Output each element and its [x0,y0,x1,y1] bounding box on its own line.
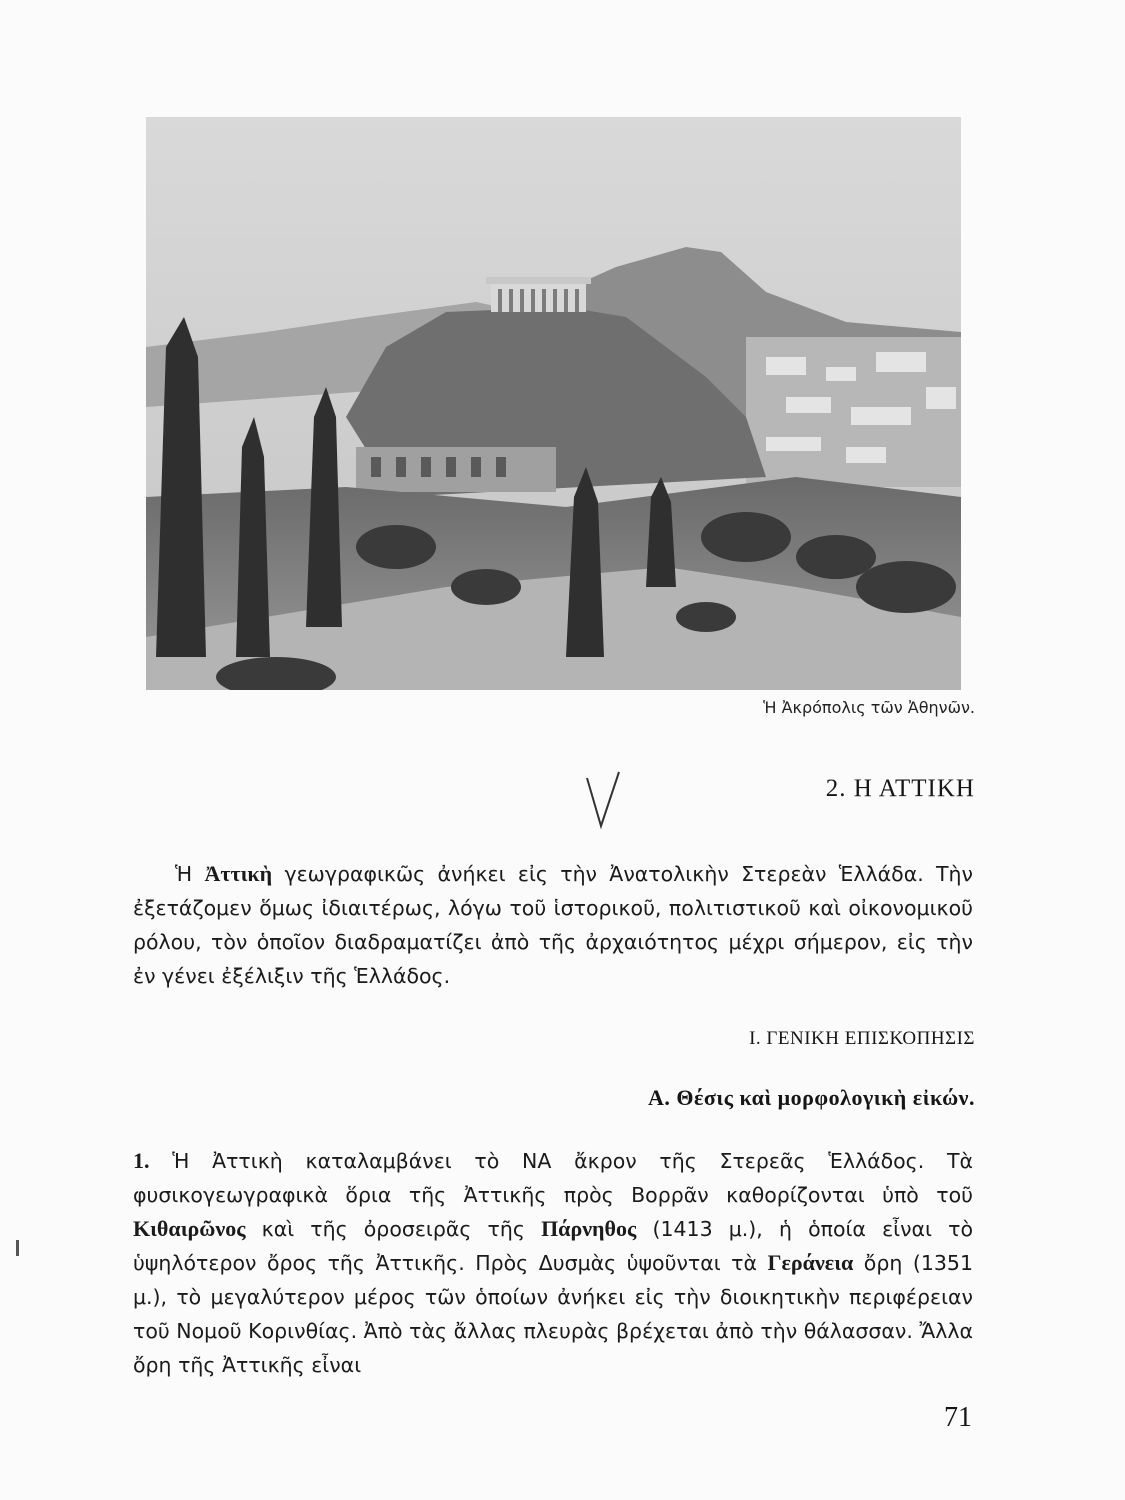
paragraph-1: 1. Ἡ Ἀττικὴ καταλαμβάνει τὸ ΝΑ ἄκρον τῆς Στερεᾶς Ἑλλάδος. Τὰ φυσικογεωγραφικὰ ὅρια τῆς Ἀττικῆς πρὸς Βορρᾶν καθορίζονται ὑπὸ τοῦ Κιθαιρῶνος καὶ τῆς ὀροσειρᾶς τῆς Πάρνηθος (1413 μ.), ἡ ὁποία εἶναι τὸ ὑψηλότερον ὄρος τῆς Ἀττικῆς. Πρὸς Δυσμὰς ὑψοῦνται τὰ Γεράνεια ὄρη (1351 μ.), τὸ μεγαλύτερον μέρος τῶν ὁποίων ἀνήκει εἰς τὴν διοικητικὴν περιφέρειαν τοῦ Νομοῦ Κορινθίας. Ἀπὸ τὰς ἄλλας πλευρὰς βρέχεται ἀπὸ τὴν θάλασσαν. Ἄλλα ὄρη τῆς Ἀττικῆς εἶναι [133,1148,974,1377]
section-title: 2. Η ΑΤΤΙΚΗ [825,775,975,802]
margin-mark [16,1240,19,1256]
page-number: 71 [944,1402,972,1433]
heading-general-overview: Ι. ΓΕΝΙΚΗ ΕΠΙΣΚΟΠΗΣΙΣ [749,1028,975,1049]
heading-position-morphology: Α. Θέσις καὶ μορφολογικὴ εἰκών. [648,1085,975,1110]
photo-caption: Ἡ Ἀκρόπολις τῶν Ἀθηνῶν. [763,698,975,717]
paragraph-number: 1. [133,1148,150,1173]
intro-paragraph: Ἡ Ἀττικὴ γεωγραφικῶς ἀνήκει εἰς τὴν Ἀνατολικὴν Στερεὰν Ἑλλάδα. Τὴν ἐξετάζομεν ὅμως ἰδιαιτέρως, λόγω τοῦ ἱστορικοῦ, πολιτιστικοῦ καὶ οἰκονομικοῦ ρόλου, τὸν ὁποῖον διαδραματίζει ἀπὸ τῆς ἀρχαιότητος μέχρι σήμερον, εἰς τὴν ἐν γένει ἐξέλιξιν τῆς Ἑλλάδος. [133,861,973,988]
acropolis-photo [146,117,961,690]
handwritten-check-mark [585,770,625,830]
